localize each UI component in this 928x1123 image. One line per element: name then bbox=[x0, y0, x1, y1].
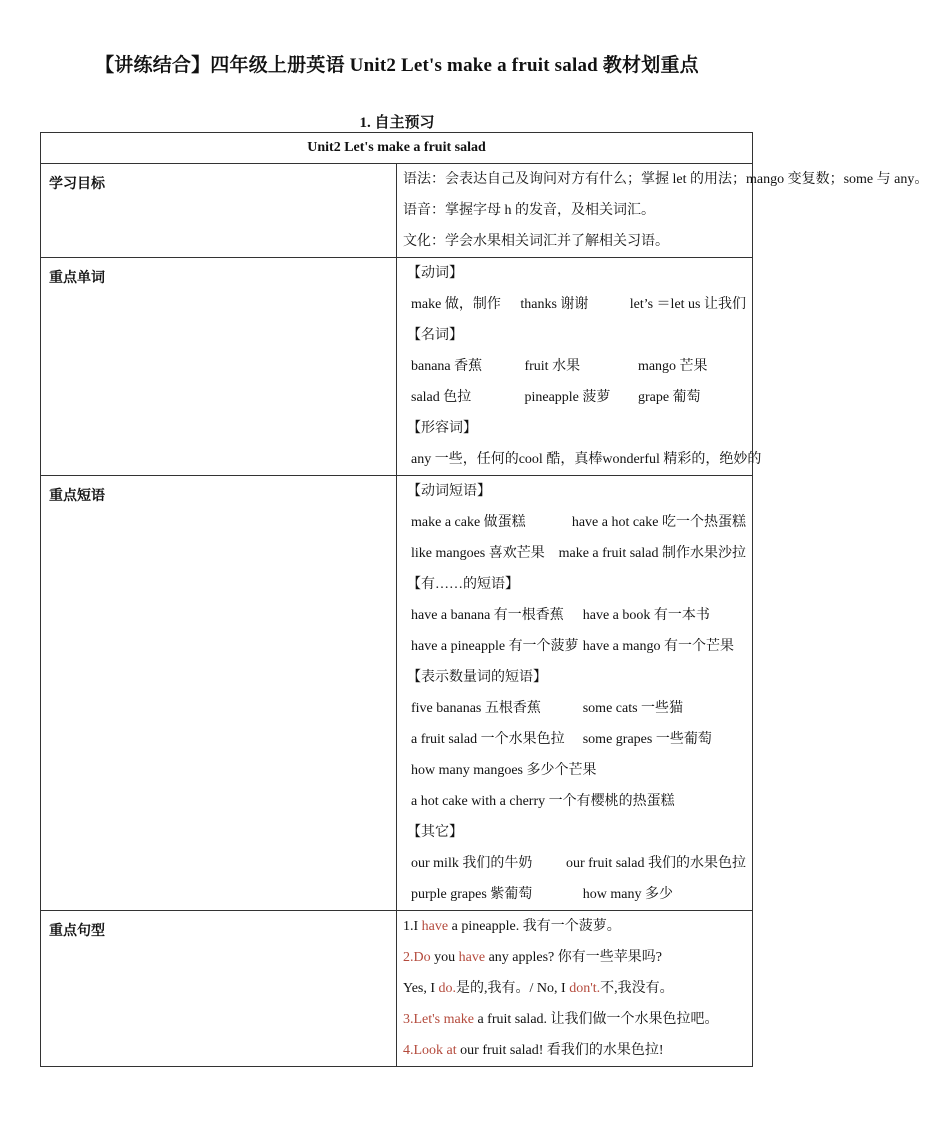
highlighted-keyword: do. bbox=[438, 981, 457, 996]
sentence-text: you bbox=[430, 950, 459, 965]
document-title: 【讲练结合】四年级上册英语 Unit2 Let's make a fruit salad 教材划重点 bbox=[95, 55, 699, 76]
word-entry: grape 葡萄 bbox=[637, 390, 701, 405]
phrase-row bbox=[403, 631, 746, 662]
word-entry: salad 色拉 bbox=[411, 390, 472, 405]
phrase-row bbox=[403, 786, 746, 817]
word-entry: wonderful 精彩的，绝妙的 bbox=[602, 452, 762, 467]
sentence-text: 1.I bbox=[403, 919, 422, 934]
word-row bbox=[403, 351, 746, 382]
sentences-label: 重点句型 bbox=[41, 911, 397, 1067]
highlighted-keyword: have bbox=[458, 950, 486, 965]
highlighted-keyword: Let's make bbox=[413, 1012, 474, 1027]
highlighted-keyword: 4. bbox=[403, 1043, 414, 1058]
phrase-row bbox=[403, 600, 746, 631]
phrase-entry: a hot cake with a cherry 一个有樱桃的热蛋糕 bbox=[411, 794, 675, 809]
sentence-line bbox=[403, 911, 746, 942]
objectives-content bbox=[397, 164, 928, 258]
objectives-label: 学习目标 bbox=[41, 164, 397, 258]
sentence-text: Yes, I bbox=[403, 981, 439, 996]
phrase-entry: our milk 我们的牛奶 bbox=[411, 856, 533, 871]
phrase-entry: have a pineapple 有一个菠萝 bbox=[411, 639, 579, 654]
phrase-category: 【其它】 bbox=[407, 825, 463, 840]
phrases-label: 重点短语 bbox=[41, 476, 397, 911]
sentence-line bbox=[403, 973, 746, 1004]
phrase-entry: how many mangoes 多少个芒果 bbox=[411, 763, 597, 778]
word-category: 【形容词】 bbox=[407, 421, 477, 436]
sentence-text: 不,我没有。 bbox=[600, 981, 674, 996]
phrase-entry: some grapes 一些葡萄 bbox=[582, 732, 712, 747]
word-row bbox=[403, 382, 746, 413]
phrase-entry: have a book 有一本书 bbox=[582, 608, 710, 623]
highlighted-keyword: 3. bbox=[403, 1012, 414, 1027]
phrase-entry: have a banana 有一根香蕉 bbox=[411, 608, 564, 623]
highlighted-keyword: have bbox=[421, 919, 449, 934]
phrase-row bbox=[403, 693, 746, 724]
word-row bbox=[403, 289, 746, 320]
phrase-entry: like mangoes 喜欢芒果 bbox=[411, 546, 545, 561]
words-label: 重点单词 bbox=[41, 258, 397, 476]
sentence-text: a fruit salad. 让我们做一个水果色拉吧。 bbox=[473, 1012, 719, 1027]
sentence-text: 是的,我有。/ No, I bbox=[456, 981, 570, 996]
phrase-category: 【有……的短语】 bbox=[407, 577, 519, 592]
objective-line: 语法：会表达自己及询问对方有什么；掌握 let 的用法；mango 变复数；some 与 any。 bbox=[403, 172, 928, 187]
sentences-content bbox=[397, 911, 753, 1067]
phrase-row bbox=[403, 507, 746, 538]
highlighted-keyword: 2. bbox=[403, 950, 414, 965]
phrases-content bbox=[397, 476, 753, 911]
phrase-category: 【表示数量词的短语】 bbox=[407, 670, 547, 685]
phrase-entry: some cats 一些猫 bbox=[582, 701, 684, 716]
word-entry: banana 香蕉 bbox=[411, 359, 483, 374]
highlighted-keyword: Do bbox=[413, 950, 431, 965]
phrase-entry: have a hot cake 吃一个热蛋糕 bbox=[571, 515, 746, 530]
word-entry: let’s ＝let us 让我们 bbox=[629, 297, 746, 312]
word-entry: cool 酷，真棒 bbox=[518, 452, 603, 467]
word-entry: fruit 水果 bbox=[524, 359, 581, 374]
phrase-row bbox=[403, 724, 746, 755]
phrase-entry: how many 多少 bbox=[582, 887, 673, 902]
phrase-entry: purple grapes 紫葡萄 bbox=[411, 887, 533, 902]
word-entry: thanks 谢谢 bbox=[520, 297, 589, 312]
objective-line: 语音：掌握字母 h 的发音，及相关词汇。 bbox=[403, 203, 655, 218]
phrase-entry: have a mango 有一个芒果 bbox=[582, 639, 734, 654]
phrase-row bbox=[403, 538, 746, 569]
word-entry: pineapple 菠萝 bbox=[524, 390, 611, 405]
phrase-entry: five bananas 五根香蕉 bbox=[411, 701, 541, 716]
phrase-entry: our fruit salad 我们的水果色拉 bbox=[565, 856, 746, 871]
study-table bbox=[40, 132, 928, 1067]
sentence-text: a pineapple. 我有一个菠萝。 bbox=[448, 919, 621, 934]
sentence-line bbox=[403, 1035, 746, 1066]
phrase-entry: a fruit salad 一个水果色拉 bbox=[411, 732, 565, 747]
phrase-entry bbox=[596, 755, 746, 786]
word-entry: mango 芒果 bbox=[637, 359, 708, 374]
word-row bbox=[403, 444, 762, 475]
words-content bbox=[397, 258, 762, 476]
word-entry: any 一些，任何的 bbox=[411, 452, 519, 467]
phrase-entry: make a fruit salad 制作水果沙拉 bbox=[558, 546, 746, 561]
section-heading: 1. 自主预习 bbox=[359, 115, 435, 131]
phrase-category: 【动词短语】 bbox=[407, 484, 491, 499]
highlighted-keyword: Look at bbox=[413, 1043, 457, 1058]
sentence-line bbox=[403, 1004, 746, 1035]
sentence-text: any apples? 你有一些苹果吗? bbox=[485, 950, 662, 965]
phrase-entry: make a cake 做蛋糕 bbox=[411, 515, 526, 530]
word-category: 【名词】 bbox=[407, 328, 463, 343]
table-title: Unit2 Let's make a fruit salad bbox=[41, 133, 753, 164]
phrase-row bbox=[403, 848, 746, 879]
phrase-entry bbox=[675, 786, 746, 817]
objective-line: 文化：学会水果相关词汇并了解相关习语。 bbox=[403, 234, 669, 249]
word-category: 【动词】 bbox=[407, 266, 463, 281]
sentence-text: our fruit salad! 看我们的水果色拉! bbox=[456, 1043, 664, 1058]
phrase-row bbox=[403, 879, 746, 910]
phrase-row bbox=[403, 755, 746, 786]
sentence-line bbox=[403, 942, 746, 973]
word-entry: make 做，制作 bbox=[411, 297, 501, 312]
highlighted-keyword: don't. bbox=[569, 981, 601, 996]
